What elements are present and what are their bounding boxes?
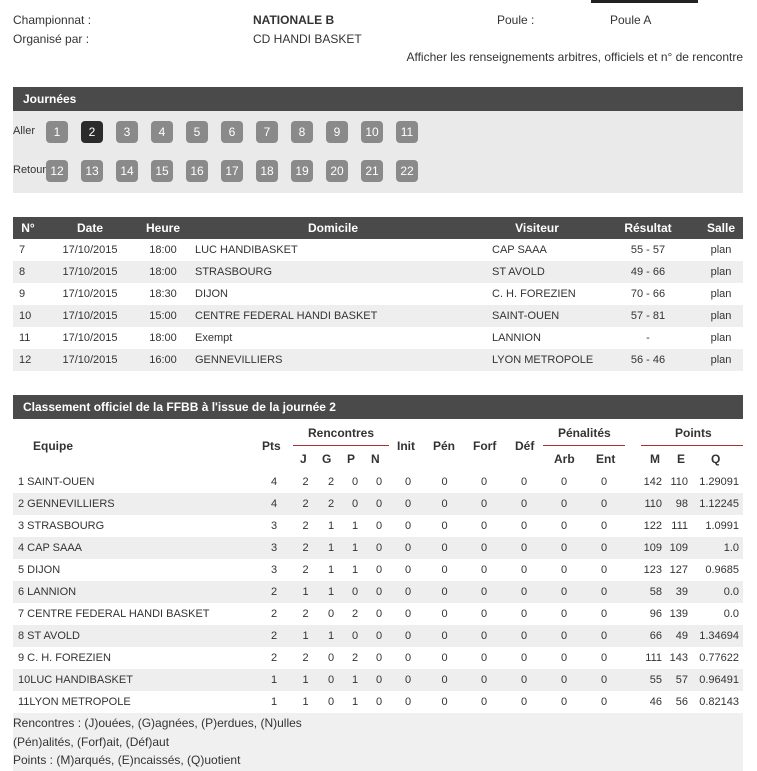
- game-domicile: LUC HANDIBASKET: [195, 244, 298, 256]
- classement-team: 6 LANNION: [13, 581, 256, 603]
- h-p: P: [347, 452, 356, 466]
- aller-label: Aller: [13, 125, 36, 137]
- classement-j: 1: [292, 581, 319, 603]
- classement-forf: 0: [464, 493, 504, 515]
- game-heure: 18:00: [149, 332, 177, 344]
- classement-ent: 0: [584, 493, 624, 515]
- classement-n: 0: [367, 625, 391, 647]
- game-salle-link[interactable]: plan: [710, 244, 732, 256]
- classement-pts: 3: [256, 537, 292, 559]
- classement-forf: 0: [480, 520, 488, 532]
- classement-m: 142: [643, 476, 662, 488]
- h-forf: Forf: [473, 439, 497, 453]
- col-no: N°: [13, 217, 43, 239]
- classement-arb: 0: [560, 520, 568, 532]
- classement-q: 0.9685: [705, 564, 739, 576]
- classement-pen: 0: [425, 581, 464, 603]
- games-table: [13, 217, 743, 371]
- classement-e: 139: [669, 608, 688, 620]
- game-row: [13, 283, 743, 305]
- classement-def: 0: [504, 581, 544, 603]
- game-domicile: DIJON: [195, 288, 228, 300]
- classement-ent: 0: [584, 669, 624, 691]
- journee-button-7[interactable]: 7: [256, 121, 278, 143]
- journee-button-11[interactable]: 11: [396, 121, 418, 143]
- classement-team: 7 CENTRE FEDERAL HANDI BASKET: [18, 608, 210, 620]
- classement-row: [13, 559, 743, 581]
- classement-ent: 0: [584, 581, 624, 603]
- game-visiteur: CAP SAAA: [492, 244, 547, 256]
- game-date: 17/10/2015: [62, 288, 118, 300]
- classement-init: 0: [391, 493, 425, 515]
- classement-m: 96: [649, 608, 662, 620]
- classement-g: 1: [319, 625, 343, 647]
- classement-q: 1.34694: [692, 625, 743, 647]
- classement-init: 0: [404, 652, 412, 664]
- classement-table: [13, 471, 743, 713]
- top-decoration-bar: [591, 0, 698, 3]
- game-resultat: 56 - 46: [597, 349, 699, 371]
- classement-j: 2: [302, 652, 309, 664]
- journee-button-8[interactable]: 8: [291, 121, 313, 143]
- game-visiteur: LANNION: [492, 332, 541, 344]
- classement-def: 0: [520, 520, 528, 532]
- game-date: 17/10/2015: [43, 261, 137, 283]
- classement-n: 0: [375, 652, 383, 664]
- classement-pen: 0: [441, 564, 448, 576]
- points-underline: [641, 445, 743, 446]
- legend-points: Points : (M)arqués, (E)ncaissés, (Q)uotient: [13, 753, 241, 767]
- classement-e: 98: [666, 493, 692, 515]
- classement-p: 0: [343, 625, 367, 647]
- classement-m: 66: [624, 625, 666, 647]
- classement-q: 0.0: [723, 608, 739, 620]
- legend-penalites: (Pén)alités, (Forf)ait, (Déf)aut: [13, 735, 170, 749]
- classement-pts: 3: [270, 520, 278, 532]
- game-row: [13, 239, 743, 261]
- classement-q: 0.0: [692, 581, 743, 603]
- classement-team: 3 STRASBOURG: [18, 520, 105, 532]
- game-date: 17/10/2015: [43, 349, 137, 371]
- classement-pts: 3: [270, 564, 278, 576]
- classement-init: 0: [404, 564, 412, 576]
- game-heure: 18:30: [149, 288, 177, 300]
- classement-row: [13, 691, 743, 713]
- classement-e: 127: [669, 564, 688, 576]
- classement-m: 58: [624, 581, 666, 603]
- game-date: 17/10/2015: [62, 332, 118, 344]
- organise-label: Organisé par :: [13, 32, 90, 46]
- h-equipe: Equipe: [33, 439, 74, 453]
- classement-g: 0: [327, 608, 335, 620]
- show-officials-link[interactable]: Afficher les renseignements arbitres, officiels et n° de rencontre: [406, 50, 743, 64]
- classement-forf: 0: [464, 537, 504, 559]
- journees-panel: [13, 111, 743, 193]
- journees-header: Journées: [13, 87, 743, 111]
- h-ent: Ent: [596, 452, 616, 466]
- classement-arb: 0: [544, 669, 584, 691]
- h-pen: Pén: [433, 439, 456, 453]
- classement-pen: 0: [425, 669, 464, 691]
- classement-p: 1: [343, 537, 367, 559]
- h-pts: Pts: [262, 439, 281, 453]
- classement-m: 46: [649, 696, 662, 708]
- h-rencontres: Rencontres: [308, 426, 375, 440]
- classement-m: 109: [624, 537, 666, 559]
- journee-button-6[interactable]: 6: [221, 121, 243, 143]
- classement-p: 0: [343, 493, 367, 515]
- classement-row: [13, 581, 743, 603]
- classement-init: 0: [391, 537, 425, 559]
- classement-row: [13, 515, 743, 537]
- classement-forf: 0: [464, 581, 504, 603]
- classement-header: Classement officiel de la FFBB à l'issue de la journée 2: [13, 395, 743, 419]
- classement-q: 1.12245: [692, 493, 743, 515]
- classement-pen: 0: [425, 493, 464, 515]
- classement-arb: 0: [544, 625, 584, 647]
- journee-button-14[interactable]: 14: [116, 160, 138, 182]
- game-date: 17/10/2015: [43, 305, 137, 327]
- classement-e: 111: [671, 520, 688, 532]
- classement-q: 0.82143: [699, 696, 739, 708]
- classement-m: 123: [643, 564, 662, 576]
- classement-def: 0: [504, 493, 544, 515]
- classement-j: 2: [292, 493, 319, 515]
- game-domicile: GENNEVILLIERS: [189, 349, 477, 371]
- championnat-label: Championnat :: [13, 13, 92, 27]
- classement-m: 110: [624, 493, 666, 515]
- classement-forf: 0: [480, 652, 488, 664]
- classement-row: [13, 471, 743, 493]
- classement-p: 1: [343, 669, 367, 691]
- classement-p: 2: [351, 652, 359, 664]
- classement-m: 122: [643, 520, 662, 532]
- classement-forf: 0: [464, 669, 504, 691]
- classement-def: 0: [520, 564, 528, 576]
- classement-ent: 0: [584, 625, 624, 647]
- classement-row: [13, 647, 743, 669]
- classement-forf: 0: [480, 476, 488, 488]
- classement-forf: 0: [464, 625, 504, 647]
- classement-init: 0: [391, 669, 425, 691]
- game-no: 9: [19, 288, 26, 300]
- game-heure: 18:00: [137, 261, 189, 283]
- classement-e: 49: [666, 625, 692, 647]
- organise-value: CD HANDI BASKET: [253, 32, 362, 46]
- classement-e: 109: [666, 537, 692, 559]
- classement-n: 0: [375, 696, 383, 708]
- game-domicile: CENTRE FEDERAL HANDI BASKET: [189, 305, 477, 327]
- classement-g: 2: [327, 476, 335, 488]
- classement-j: 2: [302, 608, 309, 620]
- classement-arb: 0: [544, 537, 584, 559]
- col-visiteur: Visiteur: [477, 217, 597, 239]
- classement-init: 0: [391, 581, 425, 603]
- classement-def: 0: [504, 669, 544, 691]
- game-no: 11: [19, 332, 31, 344]
- journee-button-17[interactable]: 17: [221, 160, 243, 182]
- journee-button-22[interactable]: 22: [396, 160, 418, 182]
- game-resultat: 57 - 81: [597, 305, 699, 327]
- classement-g: 1: [327, 564, 335, 576]
- classement-e: 39: [666, 581, 692, 603]
- journee-button-12[interactable]: 12: [46, 160, 68, 182]
- classement-n: 0: [367, 537, 391, 559]
- classement-init: 0: [404, 608, 412, 620]
- classement-p: 2: [351, 608, 359, 620]
- classement-team: 2 GENNEVILLIERS: [13, 493, 256, 515]
- classement-j: 1: [292, 669, 319, 691]
- classement-p: 1: [351, 564, 359, 576]
- classement-g: 1: [319, 537, 343, 559]
- classement-n: 0: [375, 520, 383, 532]
- classement-arb: 0: [560, 476, 568, 488]
- classement-pts: 4: [270, 476, 278, 488]
- retour-label: Retour: [13, 164, 47, 176]
- classement-pen: 0: [441, 696, 448, 708]
- journee-button-13[interactable]: 13: [81, 160, 103, 182]
- poule-value: Poule A: [610, 13, 652, 27]
- classement-forf: 0: [480, 696, 488, 708]
- classement-forf: 0: [480, 564, 488, 576]
- classement-row: [13, 669, 743, 691]
- journee-button-5[interactable]: 5: [186, 121, 208, 143]
- classement-q: 0.96491: [692, 669, 743, 691]
- journee-button-3[interactable]: 3: [116, 121, 138, 143]
- classement-e: 110: [670, 476, 688, 488]
- penalites-underline: [543, 445, 625, 446]
- h-j: J: [300, 452, 307, 466]
- classement-pts: 2: [270, 652, 278, 664]
- classement-g: 1: [327, 520, 335, 532]
- classement-j: 2: [302, 520, 309, 532]
- classement-arb: 0: [560, 696, 568, 708]
- poule-label: Poule :: [497, 13, 535, 27]
- classement-ent: 0: [600, 564, 608, 576]
- classement-e: 57: [666, 669, 692, 691]
- classement-def: 0: [520, 608, 528, 620]
- game-heure: 18:00: [149, 244, 177, 256]
- game-resultat: -: [646, 332, 650, 344]
- game-visiteur: C. H. FOREZIEN: [492, 288, 576, 300]
- journee-button-9[interactable]: 9: [326, 121, 348, 143]
- classement-row: [13, 603, 743, 625]
- col-salle: Salle: [699, 217, 743, 239]
- classement-init: 0: [404, 520, 412, 532]
- classement-n: 0: [367, 493, 391, 515]
- journee-button-2[interactable]: 2: [81, 121, 103, 143]
- game-row: [13, 261, 743, 283]
- classement-arb: 0: [560, 608, 568, 620]
- game-salle-link[interactable]: plan: [699, 305, 743, 327]
- col-resultat: Résultat: [597, 217, 699, 239]
- classement-m: 111: [645, 652, 662, 664]
- game-no: 12: [13, 349, 43, 371]
- classement-n: 0: [375, 564, 383, 576]
- classement-def: 0: [520, 696, 528, 708]
- classement-team: 1 SAINT-OUEN: [18, 476, 95, 488]
- classement-q: 1.29091: [699, 476, 739, 488]
- game-heure: 16:00: [137, 349, 189, 371]
- game-row: [13, 327, 743, 349]
- classement-arb: 0: [560, 652, 568, 664]
- classement-pts: 1: [270, 696, 278, 708]
- journee-button-16[interactable]: 16: [186, 160, 208, 182]
- classement-def: 0: [520, 476, 528, 488]
- col-domicile: Domicile: [189, 217, 477, 239]
- classement-pen: 0: [425, 537, 464, 559]
- classement-p: 1: [351, 520, 359, 532]
- journee-button-21[interactable]: 21: [361, 160, 383, 182]
- game-row: [13, 349, 743, 371]
- game-heure: 15:00: [137, 305, 189, 327]
- rencontres-underline: [293, 445, 389, 446]
- classement-team: 9 C. H. FOREZIEN: [18, 652, 111, 664]
- classement-pts: 2: [256, 581, 292, 603]
- classement-n: 0: [375, 608, 383, 620]
- classement-pen: 0: [425, 625, 464, 647]
- h-points: Points: [675, 426, 712, 440]
- classement-arb: 0: [544, 493, 584, 515]
- col-heure: Heure: [137, 217, 189, 239]
- classement-j: 1: [302, 696, 309, 708]
- game-no: 10: [13, 305, 43, 327]
- game-row: [13, 305, 743, 327]
- h-e: E: [677, 452, 686, 466]
- classement-pts: 2: [256, 625, 292, 647]
- classement-row: [13, 493, 743, 515]
- col-date: Date: [43, 217, 137, 239]
- classement-g: 0: [327, 696, 335, 708]
- classement-pts: 1: [256, 669, 292, 691]
- classement-p: 1: [351, 696, 359, 708]
- classement-team: 5 DIJON: [18, 564, 61, 576]
- classement-e: 56: [675, 696, 688, 708]
- classement-ent: 0: [584, 537, 624, 559]
- h-def: Déf: [515, 439, 535, 453]
- game-domicile: Exempt: [195, 332, 233, 344]
- journee-button-20[interactable]: 20: [326, 160, 348, 182]
- classement-ent: 0: [600, 520, 608, 532]
- classement-init: 0: [404, 476, 412, 488]
- journee-button-4[interactable]: 4: [151, 121, 173, 143]
- games-header-row: [13, 217, 743, 239]
- classement-m: 55: [624, 669, 666, 691]
- h-g: G: [322, 452, 332, 466]
- h-penalites: Pénalités: [558, 426, 611, 440]
- classement-pts: 2: [270, 608, 278, 620]
- game-domicile: STRASBOURG: [189, 261, 477, 283]
- h-n: N: [371, 452, 380, 466]
- game-no: 8: [13, 261, 43, 283]
- game-visiteur: LYON METROPOLE: [477, 349, 597, 371]
- classement-def: 0: [520, 652, 528, 664]
- classement-g: 1: [319, 581, 343, 603]
- classement-def: 0: [504, 625, 544, 647]
- h-m: M: [650, 452, 660, 466]
- journee-button-19[interactable]: 19: [291, 160, 313, 182]
- h-q: Q: [711, 452, 721, 466]
- classement-ent: 0: [600, 652, 608, 664]
- journee-button-15[interactable]: 15: [151, 160, 173, 182]
- classement-q: 0.77622: [699, 652, 739, 664]
- classement-j: 2: [302, 564, 309, 576]
- game-salle-link[interactable]: plan: [699, 349, 743, 371]
- game-salle-link[interactable]: plan: [710, 332, 732, 344]
- h-init: Init: [397, 439, 415, 453]
- game-date: 17/10/2015: [62, 244, 118, 256]
- classement-j: 2: [292, 537, 319, 559]
- game-resultat: 70 - 66: [630, 288, 666, 300]
- classement-g: 0: [319, 669, 343, 691]
- classement-team: 10LUC HANDIBASKET: [13, 669, 256, 691]
- game-resultat: 55 - 57: [630, 244, 666, 256]
- journee-button-10[interactable]: 10: [361, 121, 383, 143]
- classement-p: 0: [351, 476, 359, 488]
- classement-team: 4 CAP SAAA: [13, 537, 256, 559]
- classement-n: 0: [367, 581, 391, 603]
- classement-row: [13, 625, 743, 647]
- classement-j: 1: [292, 625, 319, 647]
- classement-pen: 0: [441, 608, 448, 620]
- game-visiteur: SAINT-OUEN: [477, 305, 597, 327]
- classement-n: 0: [367, 669, 391, 691]
- classement-q: 1.0991: [705, 520, 739, 532]
- game-resultat: 49 - 66: [597, 261, 699, 283]
- championnat-value: NATIONALE B: [253, 13, 335, 27]
- classement-def: 0: [504, 537, 544, 559]
- legend-rencontres: Rencontres : (J)ouées, (G)agnées, (P)erdues, (N)ulles: [13, 716, 302, 730]
- classement-g: 2: [319, 493, 343, 515]
- classement-forf: 0: [480, 608, 488, 620]
- classement-init: 0: [404, 696, 412, 708]
- game-salle-link[interactable]: plan: [699, 261, 743, 283]
- game-salle-link[interactable]: plan: [710, 288, 732, 300]
- classement-team: 8 ST AVOLD: [13, 625, 256, 647]
- classement-pen: 0: [441, 520, 448, 532]
- classement-e: 143: [669, 652, 688, 664]
- game-visiteur: ST AVOLD: [477, 261, 597, 283]
- legend-panel: [13, 713, 743, 771]
- classement-ent: 0: [600, 696, 608, 708]
- classement-pen: 0: [441, 476, 448, 488]
- classement-ent: 0: [600, 476, 608, 488]
- classement-n: 0: [375, 476, 383, 488]
- classement-j: 2: [302, 476, 309, 488]
- classement-g: 0: [327, 652, 335, 664]
- classement-arb: 0: [560, 564, 568, 576]
- classement-ent: 0: [600, 608, 608, 620]
- classement-row: [13, 537, 743, 559]
- journee-button-18[interactable]: 18: [256, 160, 278, 182]
- classement-init: 0: [391, 625, 425, 647]
- classement-pts: 4: [256, 493, 292, 515]
- classement-team: 11LYON METROPOLE: [18, 696, 131, 708]
- classement-pen: 0: [441, 652, 448, 664]
- classement-p: 0: [343, 581, 367, 603]
- journee-button-1[interactable]: 1: [46, 121, 68, 143]
- game-no: 7: [19, 244, 26, 256]
- classement-arb: 0: [544, 581, 584, 603]
- classement-q: 1.0: [692, 537, 743, 559]
- h-arb: Arb: [554, 452, 575, 466]
